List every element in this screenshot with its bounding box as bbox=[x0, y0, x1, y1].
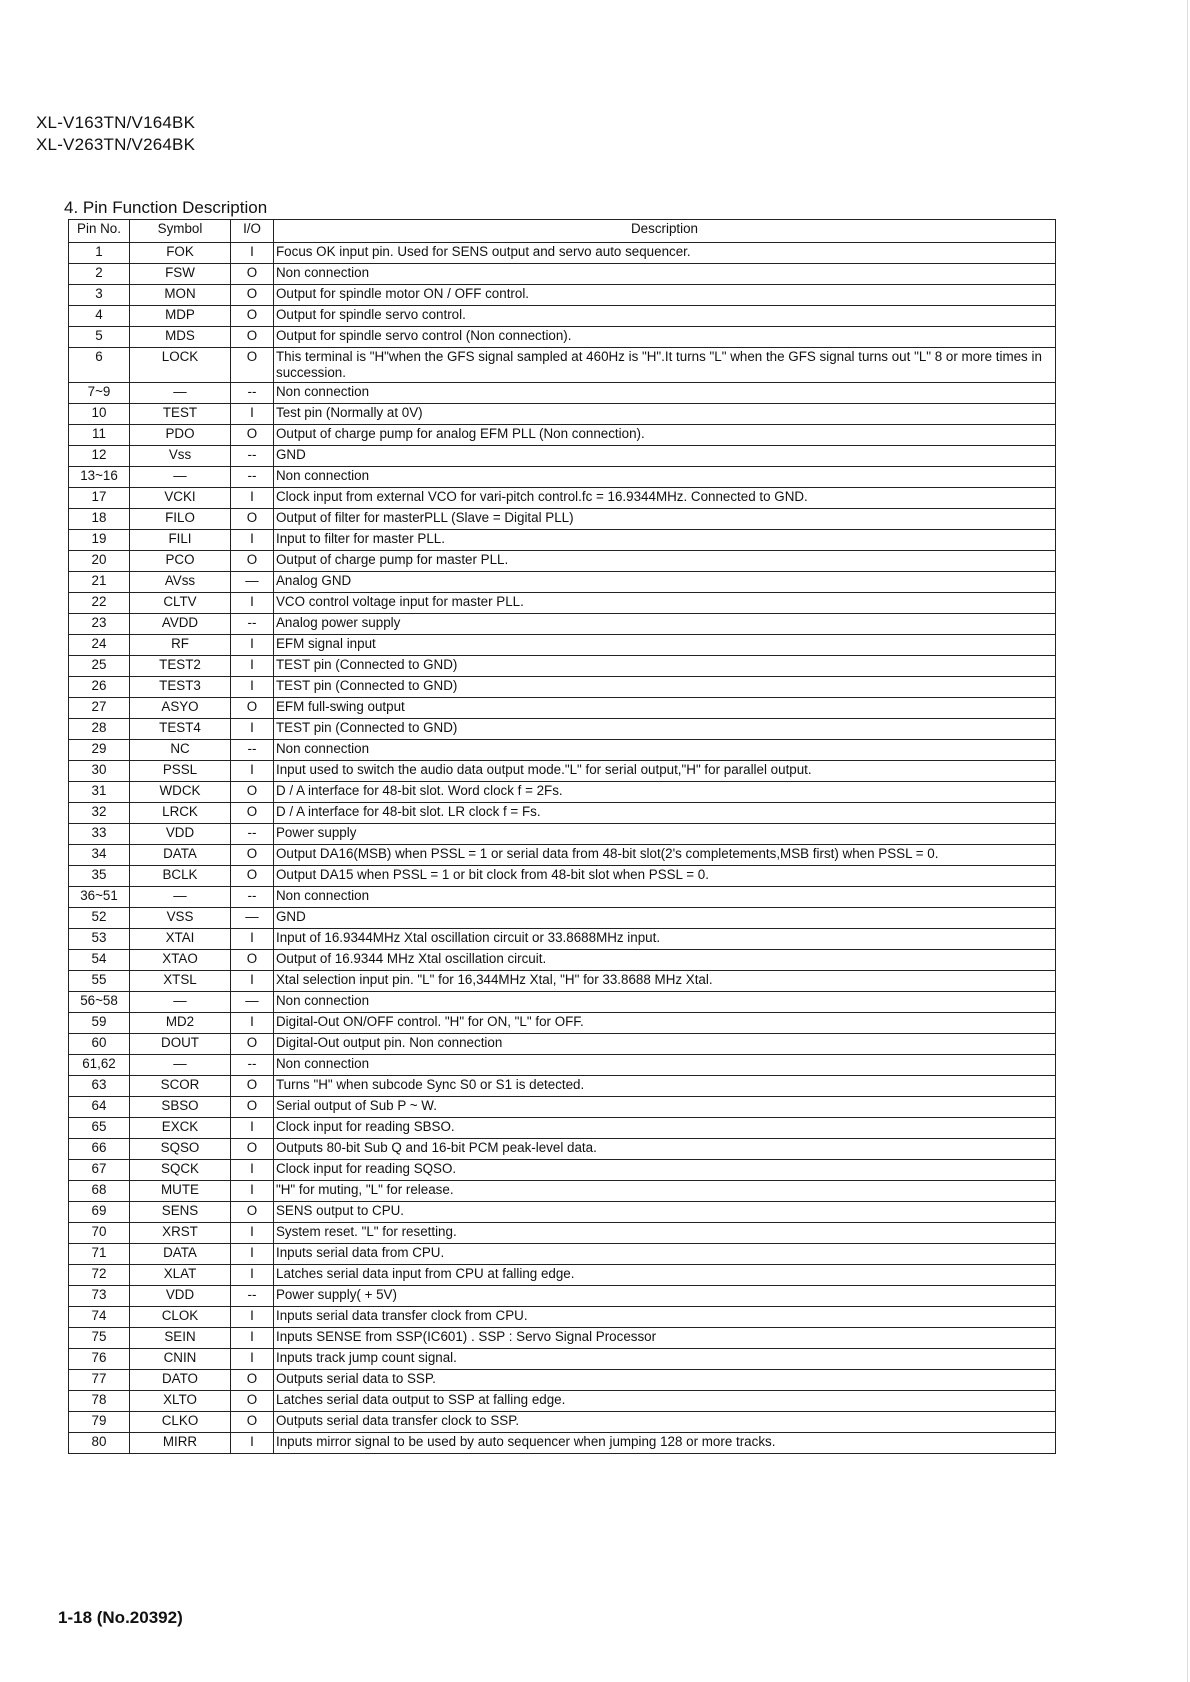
pin-number-cell: 19 bbox=[69, 530, 130, 551]
description-cell: Inputs track jump count signal. bbox=[274, 1349, 1056, 1370]
description-cell: Output of filter for masterPLL (Slave = Digital PLL) bbox=[274, 509, 1056, 530]
io-cell: I bbox=[231, 929, 274, 950]
pin-number-cell: 79 bbox=[69, 1412, 130, 1433]
description-cell: Inputs serial data transfer clock from CPU. bbox=[274, 1307, 1056, 1328]
header-pin-no: Pin No. bbox=[69, 220, 130, 243]
io-cell: O bbox=[231, 845, 274, 866]
table-row bbox=[69, 1181, 1056, 1202]
io-cell: O bbox=[231, 1034, 274, 1055]
table-row bbox=[69, 971, 1056, 992]
symbol-cell: LOCK bbox=[130, 348, 231, 383]
pin-number-cell: 78 bbox=[69, 1391, 130, 1412]
header-io: I/O bbox=[231, 220, 274, 243]
description-cell: Outputs serial data to SSP. bbox=[274, 1370, 1056, 1391]
description-cell: Latches serial data input from CPU at falling edge. bbox=[274, 1265, 1056, 1286]
io-cell: O bbox=[231, 327, 274, 348]
pin-number-cell: 34 bbox=[69, 845, 130, 866]
io-cell: I bbox=[231, 404, 274, 425]
pin-number-cell: 27 bbox=[69, 698, 130, 719]
io-cell: O bbox=[231, 1097, 274, 1118]
pin-number-cell: 2 bbox=[69, 264, 130, 285]
table-row bbox=[69, 1433, 1056, 1454]
pin-number-cell: 36~51 bbox=[69, 887, 130, 908]
io-cell: O bbox=[231, 306, 274, 327]
pin-number-cell: 33 bbox=[69, 824, 130, 845]
io-cell: -- bbox=[231, 383, 274, 404]
table-row bbox=[69, 530, 1056, 551]
symbol-cell: ASYO bbox=[130, 698, 231, 719]
description-cell: Clock input from external VCO for vari-pitch control.fc = 16.9344MHz. Connected to GND. bbox=[274, 488, 1056, 509]
description-cell: Analog GND bbox=[274, 572, 1056, 593]
io-cell: I bbox=[231, 243, 274, 264]
symbol-cell: MDP bbox=[130, 306, 231, 327]
description-cell: System reset. "L" for resetting. bbox=[274, 1223, 1056, 1244]
symbol-cell: XLTO bbox=[130, 1391, 231, 1412]
table-row bbox=[69, 1139, 1056, 1160]
description-cell: Power supply( + 5V) bbox=[274, 1286, 1056, 1307]
symbol-cell: EXCK bbox=[130, 1118, 231, 1139]
pin-number-cell: 59 bbox=[69, 1013, 130, 1034]
io-cell: I bbox=[231, 530, 274, 551]
symbol-cell: XTAI bbox=[130, 929, 231, 950]
table-row bbox=[69, 950, 1056, 971]
description-cell: Output for spindle servo control (Non connection). bbox=[274, 327, 1056, 348]
description-cell: Latches serial data output to SSP at falling edge. bbox=[274, 1391, 1056, 1412]
pin-number-cell: 26 bbox=[69, 677, 130, 698]
pin-number-cell: 68 bbox=[69, 1181, 130, 1202]
pin-number-cell: 30 bbox=[69, 761, 130, 782]
symbol-cell: AVDD bbox=[130, 614, 231, 635]
description-cell: EFM signal input bbox=[274, 635, 1056, 656]
symbol-cell: MON bbox=[130, 285, 231, 306]
description-cell: TEST pin (Connected to GND) bbox=[274, 719, 1056, 740]
pin-number-cell: 56~58 bbox=[69, 992, 130, 1013]
symbol-cell: XTSL bbox=[130, 971, 231, 992]
table-row bbox=[69, 1244, 1056, 1265]
symbol-cell: VDD bbox=[130, 824, 231, 845]
description-cell: GND bbox=[274, 446, 1056, 467]
symbol-cell: — bbox=[130, 467, 231, 488]
pin-number-cell: 32 bbox=[69, 803, 130, 824]
io-cell: O bbox=[231, 285, 274, 306]
header-description: Description bbox=[274, 220, 1056, 243]
pin-number-cell: 73 bbox=[69, 1286, 130, 1307]
description-cell: Inputs mirror signal to be used by auto sequencer when jumping 128 or more tracks. bbox=[274, 1433, 1056, 1454]
table-row bbox=[69, 929, 1056, 950]
table-row bbox=[69, 593, 1056, 614]
description-cell: Output of charge pump for master PLL. bbox=[274, 551, 1056, 572]
io-cell: I bbox=[231, 1181, 274, 1202]
pin-number-cell: 20 bbox=[69, 551, 130, 572]
description-cell: Output of charge pump for analog EFM PLL (Non connection). bbox=[274, 425, 1056, 446]
pin-number-cell: 64 bbox=[69, 1097, 130, 1118]
table-row bbox=[69, 887, 1056, 908]
io-cell: O bbox=[231, 1391, 274, 1412]
table-row bbox=[69, 243, 1056, 264]
model-line-1: XL-V163TN/V164BK bbox=[36, 113, 196, 132]
io-cell: O bbox=[231, 1076, 274, 1097]
symbol-cell: MD2 bbox=[130, 1013, 231, 1034]
io-cell: O bbox=[231, 698, 274, 719]
description-cell: Non connection bbox=[274, 1055, 1056, 1076]
table-row bbox=[69, 467, 1056, 488]
table-row bbox=[69, 551, 1056, 572]
table-row bbox=[69, 488, 1056, 509]
io-cell: I bbox=[231, 1349, 274, 1370]
pin-number-cell: 7~9 bbox=[69, 383, 130, 404]
io-cell: -- bbox=[231, 1055, 274, 1076]
description-cell: "H" for muting, "L" for release. bbox=[274, 1181, 1056, 1202]
symbol-cell: MDS bbox=[130, 327, 231, 348]
description-cell: TEST pin (Connected to GND) bbox=[274, 656, 1056, 677]
pin-number-cell: 4 bbox=[69, 306, 130, 327]
table-row bbox=[69, 1412, 1056, 1433]
io-cell: I bbox=[231, 761, 274, 782]
symbol-cell: PDO bbox=[130, 425, 231, 446]
symbol-cell: SENS bbox=[130, 1202, 231, 1223]
symbol-cell: MIRR bbox=[130, 1433, 231, 1454]
table-row bbox=[69, 1055, 1056, 1076]
symbol-cell: RF bbox=[130, 635, 231, 656]
description-cell: TEST pin (Connected to GND) bbox=[274, 677, 1056, 698]
table-row bbox=[69, 1349, 1056, 1370]
pin-number-cell: 75 bbox=[69, 1328, 130, 1349]
table-row bbox=[69, 446, 1056, 467]
io-cell: I bbox=[231, 1160, 274, 1181]
description-cell: Clock input for reading SQSO. bbox=[274, 1160, 1056, 1181]
symbol-cell: TEST2 bbox=[130, 656, 231, 677]
table-row bbox=[69, 1118, 1056, 1139]
io-cell: I bbox=[231, 1013, 274, 1034]
pin-number-cell: 23 bbox=[69, 614, 130, 635]
io-cell: I bbox=[231, 1265, 274, 1286]
table-header-row bbox=[69, 220, 1056, 243]
pin-number-cell: 29 bbox=[69, 740, 130, 761]
table-row bbox=[69, 383, 1056, 404]
pin-number-cell: 1 bbox=[69, 243, 130, 264]
pin-number-cell: 3 bbox=[69, 285, 130, 306]
io-cell: I bbox=[231, 1307, 274, 1328]
pin-number-cell: 55 bbox=[69, 971, 130, 992]
pin-number-cell: 53 bbox=[69, 929, 130, 950]
table-body bbox=[69, 243, 1056, 1454]
io-cell: O bbox=[231, 803, 274, 824]
pin-number-cell: 77 bbox=[69, 1370, 130, 1391]
table-row bbox=[69, 614, 1056, 635]
description-cell: Digital-Out output pin. Non connection bbox=[274, 1034, 1056, 1055]
table-row bbox=[69, 908, 1056, 929]
io-cell: -- bbox=[231, 1286, 274, 1307]
table-row bbox=[69, 824, 1056, 845]
description-cell: Outputs serial data transfer clock to SSP. bbox=[274, 1412, 1056, 1433]
io-cell: I bbox=[231, 1328, 274, 1349]
pin-number-cell: 80 bbox=[69, 1433, 130, 1454]
pin-number-cell: 71 bbox=[69, 1244, 130, 1265]
description-cell: Output DA15 when PSSL = 1 or bit clock from 48-bit slot when PSSL = 0. bbox=[274, 866, 1056, 887]
pin-number-cell: 10 bbox=[69, 404, 130, 425]
pin-number-cell: 18 bbox=[69, 509, 130, 530]
io-cell: I bbox=[231, 677, 274, 698]
io-cell: O bbox=[231, 950, 274, 971]
symbol-cell: FSW bbox=[130, 264, 231, 285]
symbol-cell: CLOK bbox=[130, 1307, 231, 1328]
table-row bbox=[69, 635, 1056, 656]
description-cell: Input to filter for master PLL. bbox=[274, 530, 1056, 551]
io-cell: I bbox=[231, 719, 274, 740]
symbol-cell: DATA bbox=[130, 1244, 231, 1265]
io-cell: O bbox=[231, 551, 274, 572]
symbol-cell: SQSO bbox=[130, 1139, 231, 1160]
table-row bbox=[69, 1202, 1056, 1223]
header-symbol: Symbol bbox=[130, 220, 231, 243]
table-row bbox=[69, 992, 1056, 1013]
description-cell: Inputs serial data from CPU. bbox=[274, 1244, 1056, 1265]
pin-number-cell: 65 bbox=[69, 1118, 130, 1139]
symbol-cell: — bbox=[130, 887, 231, 908]
symbol-cell: PCO bbox=[130, 551, 231, 572]
table-row bbox=[69, 1307, 1056, 1328]
symbol-cell: PSSL bbox=[130, 761, 231, 782]
table-row bbox=[69, 509, 1056, 530]
symbol-cell: FOK bbox=[130, 243, 231, 264]
symbol-cell: DATA bbox=[130, 845, 231, 866]
pin-function-table bbox=[68, 219, 1056, 1454]
pin-number-cell: 76 bbox=[69, 1349, 130, 1370]
table-row bbox=[69, 677, 1056, 698]
description-cell: Output for spindle servo control. bbox=[274, 306, 1056, 327]
description-cell: Turns "H" when subcode Sync S0 or S1 is detected. bbox=[274, 1076, 1056, 1097]
pin-number-cell: 21 bbox=[69, 572, 130, 593]
io-cell: -- bbox=[231, 740, 274, 761]
pin-number-cell: 35 bbox=[69, 866, 130, 887]
io-cell: O bbox=[231, 348, 274, 383]
io-cell: I bbox=[231, 488, 274, 509]
symbol-cell: Vss bbox=[130, 446, 231, 467]
symbol-cell: TEST bbox=[130, 404, 231, 425]
pin-number-cell: 12 bbox=[69, 446, 130, 467]
symbol-cell: DOUT bbox=[130, 1034, 231, 1055]
description-cell: This terminal is "H"when the GFS signal sampled at 460Hz is "H".It turns "L" when the GFS signal turns out "L" 8 or more times in succession. bbox=[274, 348, 1056, 383]
symbol-cell: BCLK bbox=[130, 866, 231, 887]
symbol-cell: SCOR bbox=[130, 1076, 231, 1097]
description-cell: Test pin (Normally at 0V) bbox=[274, 404, 1056, 425]
pin-number-cell: 63 bbox=[69, 1076, 130, 1097]
description-cell: Xtal selection input pin. "L" for 16,344MHz Xtal, "H" for 33.8688 MHz Xtal. bbox=[274, 971, 1056, 992]
table-row bbox=[69, 866, 1056, 887]
description-cell: Non connection bbox=[274, 383, 1056, 404]
io-cell: O bbox=[231, 1370, 274, 1391]
description-cell: Outputs 80-bit Sub Q and 16-bit PCM peak-level data. bbox=[274, 1139, 1056, 1160]
table-row bbox=[69, 656, 1056, 677]
table-row bbox=[69, 285, 1056, 306]
symbol-cell: AVss bbox=[130, 572, 231, 593]
symbol-cell: TEST4 bbox=[130, 719, 231, 740]
table-row bbox=[69, 1013, 1056, 1034]
description-cell: EFM full-swing output bbox=[274, 698, 1056, 719]
description-cell: Output for spindle motor ON / OFF control. bbox=[274, 285, 1056, 306]
symbol-cell: CLTV bbox=[130, 593, 231, 614]
section-title: 4. Pin Function Description bbox=[64, 198, 268, 217]
model-header bbox=[36, 112, 195, 156]
pin-number-cell: 6 bbox=[69, 348, 130, 383]
io-cell: O bbox=[231, 866, 274, 887]
table-row bbox=[69, 698, 1056, 719]
description-cell: Focus OK input pin. Used for SENS output and servo auto sequencer. bbox=[274, 243, 1056, 264]
description-cell: Analog power supply bbox=[274, 614, 1056, 635]
io-cell: O bbox=[231, 1202, 274, 1223]
table-row bbox=[69, 572, 1056, 593]
table-row bbox=[69, 264, 1056, 285]
symbol-cell: CNIN bbox=[130, 1349, 231, 1370]
symbol-cell: XLAT bbox=[130, 1265, 231, 1286]
symbol-cell: SQCK bbox=[130, 1160, 231, 1181]
description-cell: D / A interface for 48-bit slot. LR clock f = Fs. bbox=[274, 803, 1056, 824]
pin-number-cell: 28 bbox=[69, 719, 130, 740]
description-cell: VCO control voltage input for master PLL. bbox=[274, 593, 1056, 614]
table-row bbox=[69, 327, 1056, 348]
io-cell: O bbox=[231, 782, 274, 803]
pin-number-cell: 31 bbox=[69, 782, 130, 803]
pin-number-cell: 72 bbox=[69, 1265, 130, 1286]
io-cell: I bbox=[231, 593, 274, 614]
table-row bbox=[69, 1370, 1056, 1391]
io-cell: O bbox=[231, 264, 274, 285]
io-cell: O bbox=[231, 425, 274, 446]
symbol-cell: SEIN bbox=[130, 1328, 231, 1349]
description-cell: Non connection bbox=[274, 992, 1056, 1013]
io-cell: O bbox=[231, 509, 274, 530]
pin-number-cell: 54 bbox=[69, 950, 130, 971]
io-cell: I bbox=[231, 1433, 274, 1454]
description-cell: Clock input for reading SBSO. bbox=[274, 1118, 1056, 1139]
description-cell: Non connection bbox=[274, 467, 1056, 488]
scan-edge-line bbox=[1187, 0, 1188, 1682]
pin-number-cell: 74 bbox=[69, 1307, 130, 1328]
table-row bbox=[69, 1328, 1056, 1349]
pin-number-cell: 66 bbox=[69, 1139, 130, 1160]
symbol-cell: FILI bbox=[130, 530, 231, 551]
table-row bbox=[69, 404, 1056, 425]
description-cell: Inputs SENSE from SSP(IC601) . SSP : Servo Signal Processor bbox=[274, 1328, 1056, 1349]
pin-number-cell: 25 bbox=[69, 656, 130, 677]
pin-number-cell: 24 bbox=[69, 635, 130, 656]
pin-number-cell: 13~16 bbox=[69, 467, 130, 488]
symbol-cell: — bbox=[130, 383, 231, 404]
description-cell: Input of 16.9344MHz Xtal oscillation circuit or 33.8688MHz input. bbox=[274, 929, 1056, 950]
table-row bbox=[69, 1160, 1056, 1181]
description-cell: SENS output to CPU. bbox=[274, 1202, 1056, 1223]
io-cell: -- bbox=[231, 614, 274, 635]
io-cell: I bbox=[231, 1223, 274, 1244]
io-cell: -- bbox=[231, 887, 274, 908]
io-cell: I bbox=[231, 656, 274, 677]
pin-number-cell: 67 bbox=[69, 1160, 130, 1181]
table-row bbox=[69, 1286, 1056, 1307]
table-row bbox=[69, 719, 1056, 740]
symbol-cell: MUTE bbox=[130, 1181, 231, 1202]
io-cell: — bbox=[231, 908, 274, 929]
table-row bbox=[69, 348, 1056, 383]
description-cell: Non connection bbox=[274, 264, 1056, 285]
io-cell: I bbox=[231, 971, 274, 992]
pin-number-cell: 52 bbox=[69, 908, 130, 929]
table-row bbox=[69, 1223, 1056, 1244]
symbol-cell: NC bbox=[130, 740, 231, 761]
table-row bbox=[69, 782, 1056, 803]
table-row bbox=[69, 761, 1056, 782]
description-cell: Non connection bbox=[274, 887, 1056, 908]
description-cell: GND bbox=[274, 908, 1056, 929]
symbol-cell: VDD bbox=[130, 1286, 231, 1307]
description-cell: Output DA16(MSB) when PSSL = 1 or serial data from 48-bit slot(2's completements,MSB first) when PSSL = 0. bbox=[274, 845, 1056, 866]
page-footer: 1-18 (No.20392) bbox=[58, 1608, 183, 1627]
table-row bbox=[69, 425, 1056, 446]
symbol-cell: CLKO bbox=[130, 1412, 231, 1433]
symbol-cell: WDCK bbox=[130, 782, 231, 803]
io-cell: — bbox=[231, 992, 274, 1013]
io-cell: I bbox=[231, 635, 274, 656]
table-row bbox=[69, 306, 1056, 327]
symbol-cell: SBSO bbox=[130, 1097, 231, 1118]
description-cell: Serial output of Sub P ~ W. bbox=[274, 1097, 1056, 1118]
pin-number-cell: 22 bbox=[69, 593, 130, 614]
symbol-cell: — bbox=[130, 992, 231, 1013]
table-row bbox=[69, 1265, 1056, 1286]
symbol-cell: XTAO bbox=[130, 950, 231, 971]
description-cell: D / A interface for 48-bit slot. Word clock f = 2Fs. bbox=[274, 782, 1056, 803]
io-cell: I bbox=[231, 1244, 274, 1265]
pin-number-cell: 61,62 bbox=[69, 1055, 130, 1076]
io-cell: O bbox=[231, 1139, 274, 1160]
description-cell: Power supply bbox=[274, 824, 1056, 845]
io-cell: O bbox=[231, 1412, 274, 1433]
description-cell: Input used to switch the audio data output mode."L" for serial output,"H" for parallel output. bbox=[274, 761, 1056, 782]
pin-number-cell: 5 bbox=[69, 327, 130, 348]
description-cell: Output of 16.9344 MHz Xtal oscillation circuit. bbox=[274, 950, 1056, 971]
symbol-cell: FILO bbox=[130, 509, 231, 530]
symbol-cell: TEST3 bbox=[130, 677, 231, 698]
pin-number-cell: 69 bbox=[69, 1202, 130, 1223]
table-row bbox=[69, 1391, 1056, 1412]
table-row bbox=[69, 1076, 1056, 1097]
symbol-cell: XRST bbox=[130, 1223, 231, 1244]
io-cell: -- bbox=[231, 467, 274, 488]
symbol-cell: DATO bbox=[130, 1370, 231, 1391]
pin-number-cell: 11 bbox=[69, 425, 130, 446]
io-cell: -- bbox=[231, 446, 274, 467]
symbol-cell: LRCK bbox=[130, 803, 231, 824]
model-line-2: XL-V263TN/V264BK bbox=[36, 135, 196, 154]
io-cell: — bbox=[231, 572, 274, 593]
io-cell: -- bbox=[231, 824, 274, 845]
io-cell: I bbox=[231, 1118, 274, 1139]
description-cell: Digital-Out ON/OFF control. "H" for ON, "L" for OFF. bbox=[274, 1013, 1056, 1034]
table-row bbox=[69, 1034, 1056, 1055]
symbol-cell: VCKI bbox=[130, 488, 231, 509]
table-row bbox=[69, 740, 1056, 761]
pin-number-cell: 70 bbox=[69, 1223, 130, 1244]
symbol-cell: — bbox=[130, 1055, 231, 1076]
pin-number-cell: 60 bbox=[69, 1034, 130, 1055]
symbol-cell: VSS bbox=[130, 908, 231, 929]
table-row bbox=[69, 803, 1056, 824]
pin-number-cell: 17 bbox=[69, 488, 130, 509]
table-row bbox=[69, 845, 1056, 866]
description-cell: Non connection bbox=[274, 740, 1056, 761]
table-row bbox=[69, 1097, 1056, 1118]
